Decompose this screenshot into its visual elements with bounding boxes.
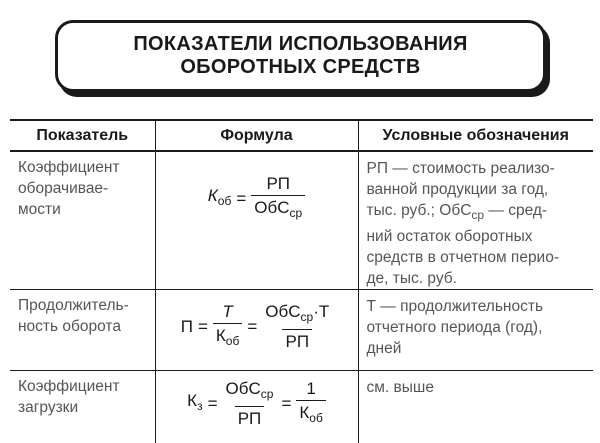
- fraction: $\frac{ОбС_{ср}\cdot Т}{РП}$: [262, 302, 332, 351]
- title-banner: [55, 20, 546, 92]
- fraction: $\frac{РП}{ОбС_{ср}}$: [251, 174, 305, 223]
- header-formula: Формула: [155, 120, 358, 151]
- header-indicator: Показатель: [10, 120, 155, 151]
- formula-cell: [155, 290, 358, 371]
- turnover-duration-formula: П = $\frac{Т}{К_{об}}$ = $\frac{ОбС_{ср}\cdot Т}{РП}$: [181, 302, 333, 351]
- table-row: [10, 371, 593, 443]
- notation-cell: см. выше: [358, 371, 593, 443]
- table-row: [10, 151, 593, 290]
- formula-cell: [155, 371, 358, 443]
- table-row: [10, 290, 593, 371]
- turnover-ratio-formula: $К_{об}$ = $\frac{РП}{ОбС_{ср}}$: [208, 174, 305, 223]
- formula-cell: [155, 151, 358, 290]
- title-line-1: ПОКАЗАТЕЛИ ИСПОЛЬЗОВАНИЯ: [133, 33, 467, 56]
- header-notation: Условные обозначения: [358, 120, 593, 151]
- fraction: $\frac{Т}{К_{об}}$: [213, 302, 242, 351]
- indicator-name: Продолжитель- ность оборота: [10, 290, 155, 371]
- indicators-table: [10, 119, 593, 443]
- fraction: $\frac{ОбС_{ср}}{РП}$: [223, 379, 277, 428]
- table-header-row: [10, 120, 593, 151]
- load-factor-formula: $К_з$ = $\frac{ОбС_{ср}}{РП}$ = $\frac{1}{К_{об}}$: [187, 379, 326, 428]
- notation-cell: Т — продолжительность отчетного периода (год), дней: [358, 290, 593, 371]
- notation-cell: РП — стоимость реализо- ванной продукции за год, тыс. руб.; ОбС$_{ср}$ — сред- ний остаток оборотных средств в отчетном перио- де, тыс. руб.: [358, 151, 593, 290]
- indicator-name: Коэффициент оборачивае- мости: [10, 151, 155, 290]
- title-line-2: ОБОРОТНЫХ СРЕДСТВ: [180, 56, 420, 79]
- indicator-name: Коэффициент загрузки: [10, 371, 155, 443]
- fraction: $\frac{1}{К_{об}}$: [296, 379, 325, 428]
